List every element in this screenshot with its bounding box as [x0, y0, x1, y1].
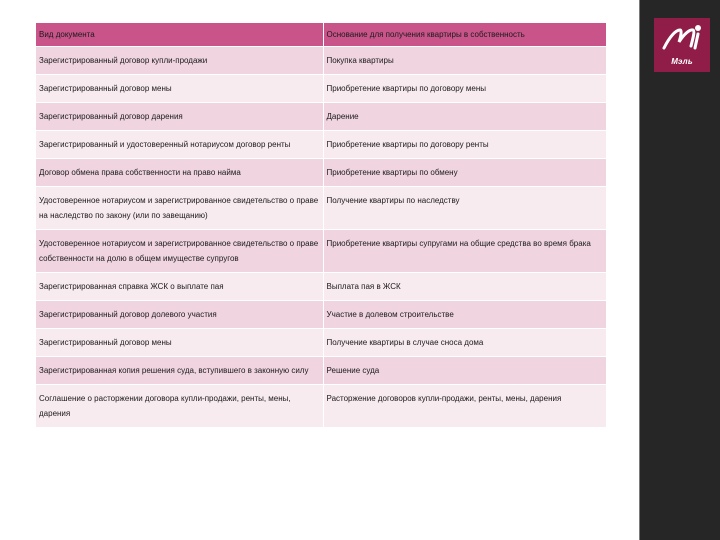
logo-text: Мэль: [671, 57, 693, 66]
table-cell-document: Зарегистрированный договор мены: [36, 75, 323, 103]
table-cell-document: Зарегистрированный договор дарения: [36, 103, 323, 131]
table-row: [36, 273, 606, 301]
table-header-row: [36, 23, 606, 47]
table-cell-document: Удостоверенное нотариусом и зарегистрированное свидетельство о праве собственности на долю в общем имуществе супругов: [36, 230, 323, 273]
table-row: [36, 75, 606, 103]
table-row: [36, 385, 606, 428]
table-row: [36, 187, 606, 230]
table-cell-basis: Получение квартиры по наследству: [323, 187, 606, 230]
table-cell-basis: Приобретение квартиры по договору ренты: [323, 131, 606, 159]
header-document-type: Вид документа: [36, 23, 323, 47]
table-cell-basis: Приобретение квартиры супругами на общие средства во время брака: [323, 230, 606, 273]
table-cell-document: Соглашение о расторжении договора купли-продажи, ренты, мены, дарения: [36, 385, 323, 428]
table-cell-document: Зарегистрированный и удостоверенный нотариусом договор ренты: [36, 131, 323, 159]
table-cell-basis: Выплата пая в ЖСК: [323, 273, 606, 301]
table-cell-basis: Расторжение договоров купли-продажи, ренты, мены, дарения: [323, 385, 606, 428]
table-cell-document: Зарегистрированная копия решения суда, вступившего в законную силу: [36, 357, 323, 385]
document-table: [36, 22, 606, 427]
table-cell-basis: Приобретение квартиры по обмену: [323, 159, 606, 187]
mel-logo-icon: [654, 18, 710, 58]
table-cell-document: Зарегистрированный договор долевого участия: [36, 301, 323, 329]
header-ownership-basis: Основание для получения квартиры в собственность: [323, 23, 606, 47]
table-cell-basis: Дарение: [323, 103, 606, 131]
table-cell-basis: Приобретение квартиры по договору мены: [323, 75, 606, 103]
table-cell-basis: Решение суда: [323, 357, 606, 385]
table-row: [36, 301, 606, 329]
table-row: [36, 159, 606, 187]
side-band: [640, 0, 720, 540]
table-row: [36, 103, 606, 131]
table-row: [36, 357, 606, 385]
table-cell-document: Зарегистрированный договор купли-продажи: [36, 47, 323, 75]
table-cell-basis: Участие в долевом строительстве: [323, 301, 606, 329]
mel-logo: [654, 18, 710, 72]
table-cell-basis: Получение квартиры в случае сноса дома: [323, 329, 606, 357]
table-cell-basis: Покупка квартиры: [323, 47, 606, 75]
table-cell-document: Зарегистрированный договор мены: [36, 329, 323, 357]
table-row: [36, 131, 606, 159]
table-row: [36, 230, 606, 273]
table-cell-document: Договор обмена права собственности на право найма: [36, 159, 323, 187]
table-cell-document: Удостоверенное нотариусом и зарегистрированное свидетельство о праве на наследство по закону (или по завещанию): [36, 187, 323, 230]
table-cell-document: Зарегистрированная справка ЖСК о выплате пая: [36, 273, 323, 301]
table-row: [36, 47, 606, 75]
table-row: [36, 329, 606, 357]
